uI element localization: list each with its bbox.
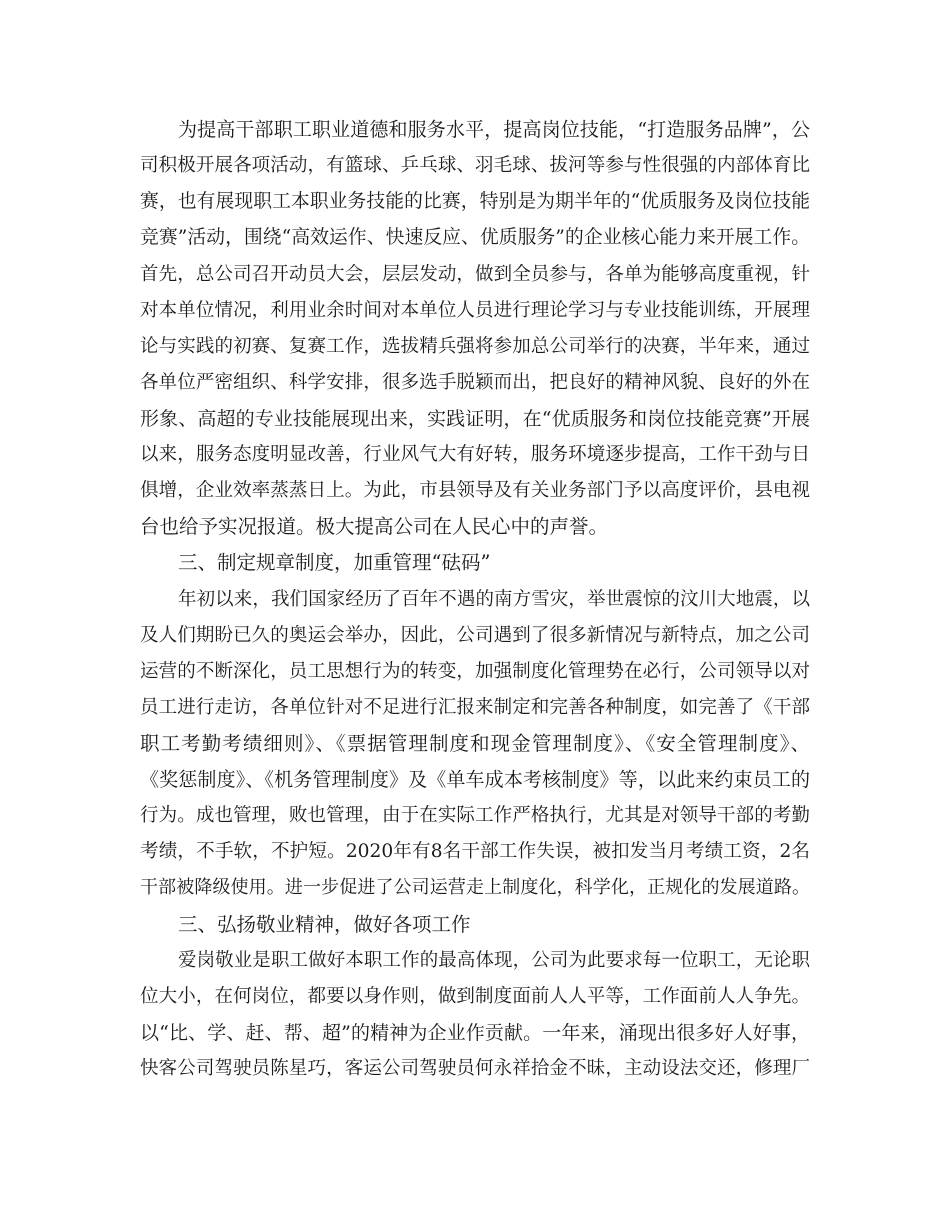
paragraph-line: 快客公司驾驶员陈星巧，客运公司驾驶员何永祥拾金不昧，主动设法交还，修理厂 <box>140 1058 810 1079</box>
paragraph-line: 行为。成也管理，败也管理，由于在实际工作严格执行，尤其是对领导干部的考勤 <box>140 805 810 826</box>
paragraph-line: 赛，也有展现职工本职业务技能的比赛，特别是为期半年的“优质服务及岗位技能 <box>140 191 810 212</box>
paragraph-line: 职工考勤考绩细则》、《票据管理制度和现金管理制度》、《安全管理制度》、 <box>140 732 810 755</box>
paragraph-line: 考绩，不手软，不护短。2020年有8名干部工作失误，被扣发当月考绩工资，2名 <box>140 841 810 862</box>
paragraph-line: 及人们期盼已久的奥运会举办，因此，公司遇到了很多新情况与新特点，加之公司 <box>140 625 810 646</box>
paragraph-line: 台也给予实况报道。极大提高公司在人民心中的声誉。 <box>140 515 609 538</box>
paragraph-line: 各单位严密组织、科学安排，很多选手脱颖而出，把良好的精神风貌、良好的外在 <box>140 372 810 393</box>
paragraph-line: 司积极开展各项活动，有篮球、乒乓球、羽毛球、拔河等参与性很强的内部体育比 <box>140 155 810 176</box>
paragraph-line: 对本单位情况，利用业余时间对本单位人员进行理论学习与专业技能训练，开展理 <box>140 300 810 321</box>
paragraph-line: 论与实践的初赛、复赛工作，选拔精兵强将参加总公司举行的决赛，半年来，通过 <box>140 336 810 357</box>
paragraph-line: 《奖惩制度》、《机务管理制度》及《单车成本考核制度》等，以此来约束员工的 <box>140 769 810 791</box>
paragraph-line: 俱增，企业效率蒸蒸日上。为此，市县领导及有关业务部门予以高度评价，县电视 <box>140 480 810 501</box>
paragraph-line: 干部被降级使用。进一步促进了公司运营走上制度化，科学化，正规化的发展道路。 <box>140 877 810 898</box>
paragraph-line: 员工进行走访，各单位针对不足进行汇报来制定和完善各种制度，如完善了《干部 <box>140 697 810 718</box>
paragraph-line: 运营的不断深化，员工思想行为的转变，加强制度化管理势在必行，公司领导以对 <box>140 661 810 682</box>
paragraph-line: 竞赛”活动，围绕“高效运作、快速反应、优质服务”的企业核心能力来开展工作。 <box>140 227 810 248</box>
section-heading: 三、制定规章制度，加重管理“砝码” <box>178 551 491 574</box>
paragraph-line: 首先，总公司召开动员大会，层层发动，做到全员参与，各单为能够高度重视，针 <box>140 264 810 285</box>
paragraph-line: 以“比、学、赶、帮、超”的精神为企业作贡献。一年来，涌现出很多好人好事， <box>140 1022 810 1044</box>
paragraph-line: 以来，服务态度明显改善，行业风气大有好转，服务环境逐步提高，工作干劲与日 <box>140 444 810 465</box>
section-heading: 三、弘扬敬业精神，做好各项工作 <box>178 913 471 936</box>
paragraph-line: 形象、高超的专业技能展现出来，实践证明，在“优质服务和岗位技能竞赛”开展 <box>140 408 810 430</box>
paragraph-line: 为提高干部职工职业道德和服务水平，提高岗位技能，“打造服务品牌”，公 <box>178 119 810 141</box>
paragraph-line: 爱岗敬业是职工做好本职工作的最高体现，公司为此要求每一位职工，无论职 <box>178 950 810 971</box>
paragraph-line: 位大小，在何岗位，都要以身作则，做到制度面前人人平等，工作面前人人争先。 <box>140 986 810 1007</box>
paragraph-line: 年初以来，我们国家经历了百年不遇的南方雪灾，举世震惊的汶川大地震，以 <box>178 589 810 610</box>
